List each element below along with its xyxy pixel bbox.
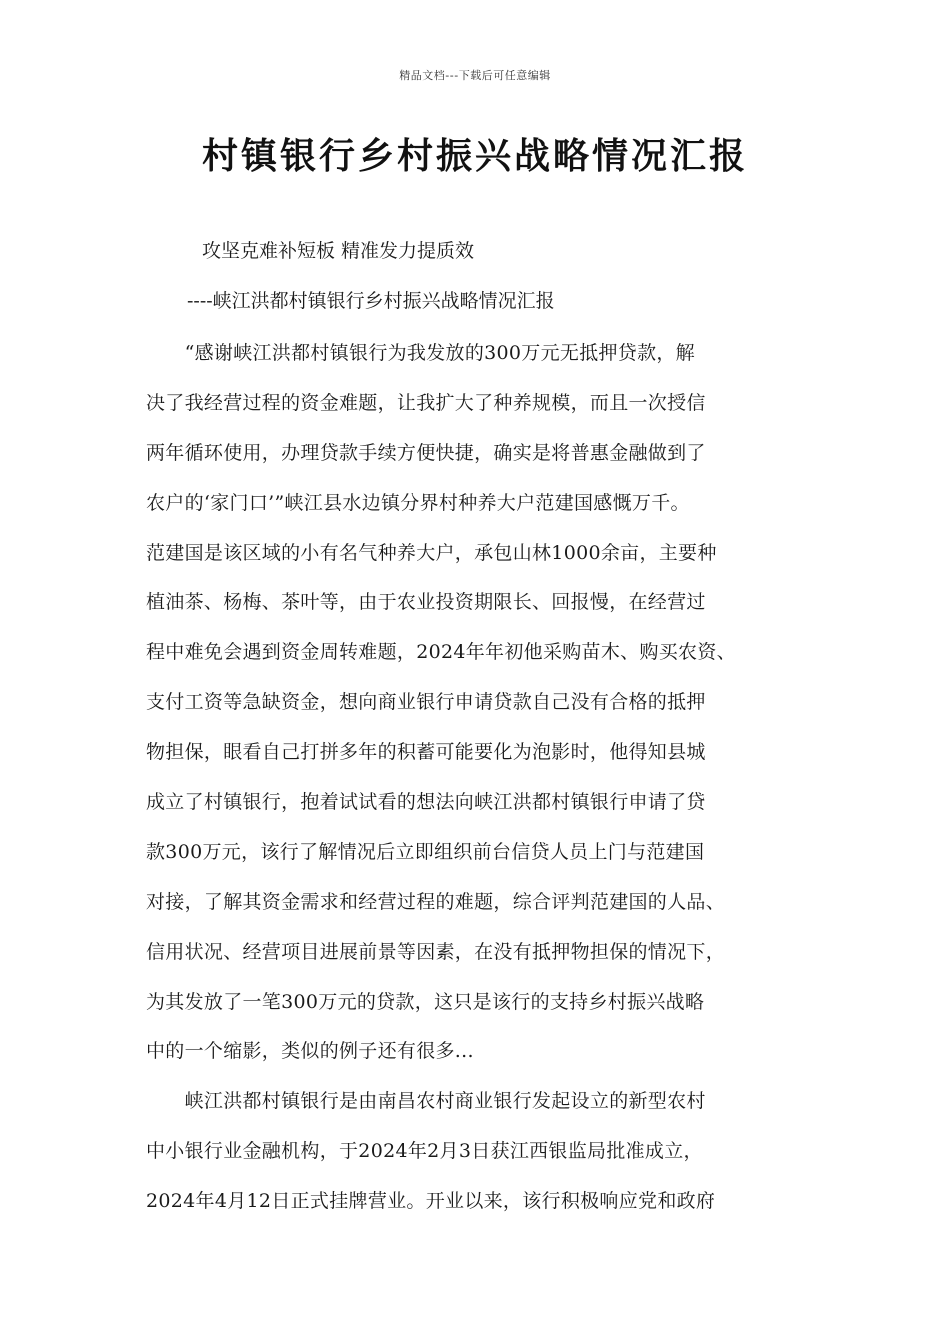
header-note: 精品文档---下载后可任意编辑 xyxy=(399,69,551,82)
body-line: 成立了村镇银行，抱着试试看的想法向峡江洪都村镇银行申请了贷 xyxy=(146,791,706,814)
body-line: 2024年4月12日正式挂牌营业。开业以来，该行积极响应党和政府 xyxy=(146,1190,716,1213)
body-line: “感谢峡江洪都村镇银行为我发放的300万元无抵押贷款，解 xyxy=(146,342,695,364)
body-text xyxy=(146,336,846,1234)
body-line: 支付工资等急缺资金，想向商业银行申请贷款自己没有合格的抵押 xyxy=(146,691,706,714)
body-line: 植油茶、杨梅、茶叶等，由于农业投资期限长、回报慢，在经营过 xyxy=(146,591,706,614)
body-line: 物担保，眼看自己打拼多年的积蓄可能要化为泡影时，他得知县城 xyxy=(146,741,706,764)
subtitle-line-1: 攻坚克难补短板 精准发力提质效 xyxy=(202,240,475,262)
body-line: 程中难免会遇到资金周转难题，2024年年初他采购苗木、购买农资、 xyxy=(146,641,736,664)
body-line: 决了我经营过程的资金难题，让我扩大了种养规模，而且一次授信 xyxy=(146,391,706,414)
body-line: 为其发放了一笔300万元的贷款，这只是该行的支持乡村振兴战略 xyxy=(146,990,705,1013)
subtitle-line-2: ----峡江洪都村镇银行乡村振兴战略情况汇报 xyxy=(187,290,555,312)
body-line: 农户的‘家门口’”峡江县水边镇分界村种养大户范建国感慨万千。 xyxy=(146,491,690,514)
body-line: 中的一个缩影，类似的例子还有很多... xyxy=(146,1040,474,1063)
body-line: 两年循环使用，办理贷款手续方便快捷，确实是将普惠金融做到了 xyxy=(146,441,706,464)
body-line: 信用状况、经营项目进展前景等因素，在没有抵押物担保的情况下， xyxy=(146,940,726,963)
body-line: 款300万元，该行了解情况后立即组织前台信贷人员上门与范建国 xyxy=(146,840,705,863)
body-line: 对接，了解其资金需求和经营过程的难题，综合评判范建国的人品、 xyxy=(146,890,726,913)
document-title: 村镇银行乡村振兴战略情况汇报 xyxy=(201,136,748,177)
body-line: 中小银行业金融机构，于2024年2月3日获江西银监局批准成立， xyxy=(146,1140,703,1163)
body-line: 峡江洪都村镇银行是由南昌农村商业银行发起设立的新型农村 xyxy=(146,1090,706,1113)
body-line: 范建国是该区域的小有名气种养大户，承包山林1000余亩，主要种 xyxy=(146,541,717,564)
